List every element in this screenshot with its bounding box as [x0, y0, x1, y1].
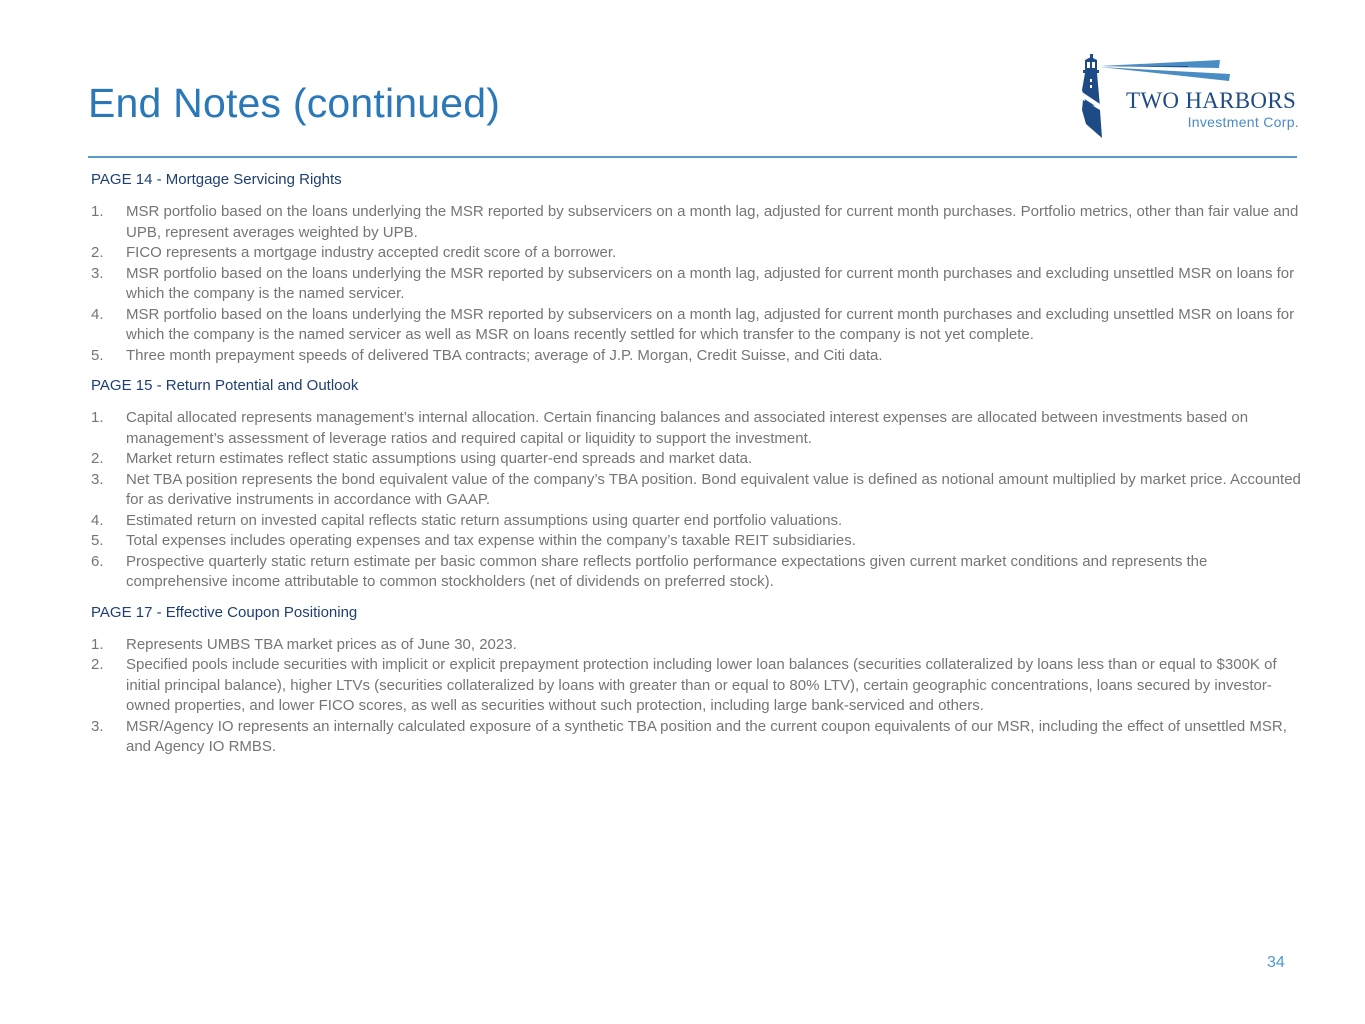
note-number: 2. — [91, 450, 104, 467]
note-item — [91, 346, 1301, 367]
note-item — [91, 408, 1301, 449]
note-number: 5. — [91, 532, 104, 549]
note-item — [91, 531, 1301, 552]
note-item — [91, 470, 1301, 511]
note-text: Specified pools include securities with implicit or explicit prepayment protection including lower loan balances (securities collateralized by loans less than or equal to $300K of initial principal balance), higher LTVs (securities collateralized by loans with greater than or equal to 80% LTV), certain geographic concentrations, loans secured by investor-owned properties, and lower FICO scores, as well as securities without such protection, including large bank-serviced and others. — [126, 656, 1277, 714]
note-text: Three month prepayment speeds of delivered TBA contracts; average of J.P. Morgan, Credit Suisse, and Citi data. — [126, 346, 883, 364]
section-page-15 — [91, 376, 1301, 593]
note-number: 2. — [91, 244, 104, 261]
logo-subtitle: Investment Corp. — [1187, 114, 1299, 130]
note-item — [91, 552, 1301, 593]
note-item — [91, 264, 1301, 305]
note-item — [91, 243, 1301, 264]
section-heading: PAGE 14 - Mortgage Servicing Rights — [91, 171, 342, 188]
section-heading: PAGE 17 - Effective Coupon Positioning — [91, 603, 358, 621]
page-number: 34 — [1267, 954, 1285, 971]
logo-brand-name: TWO HARBORS — [1126, 88, 1297, 113]
note-number: 3. — [91, 717, 104, 735]
note-item — [91, 717, 1301, 758]
notes-list — [91, 635, 1301, 758]
note-number: 5. — [91, 346, 104, 364]
page-title: End Notes (continued) — [88, 80, 501, 126]
note-number: 3. — [91, 470, 104, 488]
note-number: 1. — [91, 635, 104, 653]
section-page-17 — [91, 603, 1301, 758]
note-text: Represents UMBS TBA market prices as of June 30, 2023. — [126, 635, 517, 653]
note-text: Prospective quarterly static return estimate per basic common share reflects portfolio performance expectations given current market conditions and represents the comprehensive income attributable to common stockholders (net of dividends on preferred stock). — [126, 552, 1208, 590]
note-number: 6. — [91, 552, 104, 570]
header-divider — [88, 156, 1297, 158]
company-logo — [1078, 52, 1303, 140]
note-text: Total expenses includes operating expenses and tax expense within the company’s taxable REIT subsidiaries. — [126, 532, 856, 549]
note-text: FICO represents a mortgage industry accepted credit score of a borrower. — [126, 244, 617, 261]
note-text: Capital allocated represents management’s internal allocation. Certain financing balances and associated interest expenses are allocated between investments based on management’s assessment of leverage ratios and required capital or liquidity to support the investment. — [126, 409, 1249, 447]
end-notes-content — [91, 170, 1301, 768]
note-text: MSR portfolio based on the loans underlying the MSR reported by subservicers on a month lag, adjusted for current month purchases and excluding unsettled MSR on loans for which the company is the named servicer. — [126, 264, 1295, 302]
note-text: MSR/Agency IO represents an internally calculated exposure of a synthetic TBA position and the current coupon equivalents of our MSR, including the effect of unsettled MSR, and Agency IO RMBS. — [126, 717, 1287, 755]
note-number: 1. — [91, 409, 104, 426]
note-text: Estimated return on invested capital reflects static return assumptions using quarter end portfolio valuations. — [126, 511, 843, 529]
notes-list — [91, 202, 1301, 366]
note-item — [91, 511, 1301, 532]
note-text: MSR portfolio based on the loans underlying the MSR reported by subservicers on a month lag, adjusted for current month purchases and excluding unsettled MSR on loans for which the company is the named servicer as well as MSR on loans recently settled for which transfer to the company is not yet complete. — [126, 305, 1295, 343]
note-number: 1. — [91, 203, 104, 220]
section-page-14 — [91, 170, 1301, 366]
note-text: Market return estimates reflect static assumptions using quarter-end spreads and market data. — [126, 450, 753, 467]
note-number: 2. — [91, 656, 104, 673]
note-item — [91, 305, 1301, 346]
note-item — [91, 635, 1301, 656]
note-text: MSR portfolio based on the loans underlying the MSR reported by subservicers on a month lag, adjusted for current month purchases. Portfolio metrics, other than fair value and UPB, represent averages weighted by UPB. — [126, 203, 1299, 241]
notes-list — [91, 408, 1301, 593]
note-item — [91, 449, 1301, 470]
note-number: 4. — [91, 305, 104, 323]
section-heading: PAGE 15 - Return Potential and Outlook — [91, 377, 359, 394]
note-text: Net TBA position represents the bond equivalent value of the company’s TBA position. Bond equivalent value is defined as notional amount multiplied by market price. Accounted for as derivative instruments in accordance with GAAP. — [126, 470, 1301, 508]
note-item — [91, 655, 1301, 717]
note-number: 4. — [91, 511, 104, 529]
note-item — [91, 202, 1301, 243]
note-number: 3. — [91, 264, 104, 282]
